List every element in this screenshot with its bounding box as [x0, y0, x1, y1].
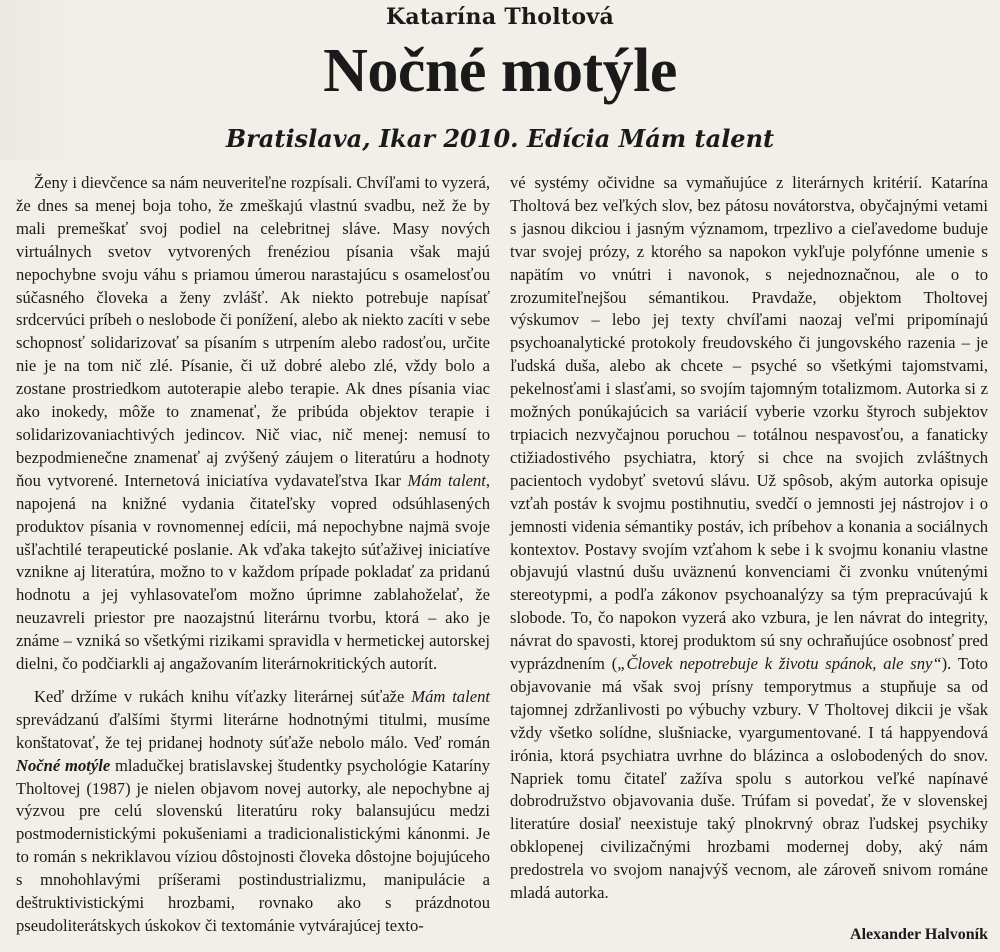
quotation: „Človek nepotrebuje k životu spánok, ale sny“: [617, 654, 942, 674]
review-signature: Alexander Halvoník: [850, 926, 988, 943]
book-title-inline: Nočné motýle: [16, 755, 111, 775]
paragraph-text: vé systémy očividne sa vymaňujúce z literárnych kritérií. Katarína Tholtová bez veľkých slov, bez pátosu novátorstva, obyčajnými vetami s jasnou dikciou i jasným významom, trpezlivo a cieľavedome buduje tvar svojej prózy, z ktorého sa napokon vykľuje polyfónne umenie s napätím vo vnútri i navonok, s nejednoznačnou, ale o to zrozumiteľnejšou sémantikou. Pravdaže, objektom Tholtovej výskumov – lebo jej texty chvíľami naozaj veľmi pripomínajú psychoanalytické protokoly freudovského či jungovského razenia – je ľudská duša, alebo ak chcete – psyché so všetkými tajomstvami, pekelnosťami i slasťami, so svojím tajomným totalizmom. Autorka si z možných ponúkajúcich sa variácií vyberie vzorku štyroch subjektov trpiacich nezvyčajnou poruchou – totálnou nespavosťou, a fanaticky ctižiadostivého psychiatra, ktorý si chce na svojich zvláštnych pacientoch vydobyť svetovú slávu. Už spôsob, akým autorka opisuje vzťah postáv k svojmu postihnutiu, svedčí o jemnosti jej nástrojov i o jemnosti videnia sémantiky postáv, ich príbehov a konania a sociálnych kontextov. Postavy svojím vzťahom k sebe i k svojmu konaniu vlastne objavujú vlastnú dušu uväznenú konvenciami či zvonku vnútenými stereotypmi, a podľa zákonov psychoanalýzy sa tým prepracúvajú k slobode. To, čo napokon vyzerá ako vzbura, je len návrat do integrity, návrat do spavosti, ktorej produktom sú sny ochraňujúce osobnosť pred vyprázdnením (: [510, 173, 988, 674]
book-title: Nočné motýle: [323, 37, 677, 105]
paragraph-text: sprevádzanú ďalšími štyrmi literárne hodnotnými titulmi, musíme konštatovať, že tej pridanej hodnoty súťaže nebolo málo. Veď román: [16, 709, 490, 752]
review-column-right: [510, 172, 988, 905]
paragraph-text: Ženy i dievčence sa nám neuveriteľne rozpísali. Chvíľami to vyzerá, že dnes sa menej boja toho, že zmeškajú vlastnú svadbu, než že by mali premeškať svoj podiel na celebritnej sláve. Masy nových virtuálnych svetov vytvorených frenéziou písania však majú nepochybne svoju váhu s priamou úmerou narastajúcu s osamelosťou súčasného človeka a ženy zvlášť. Ak niekto potrebuje napísať srdcervúci príbeh o neslobode či ponížení, alebo ak niekto zacíti v sebe schopnosť solidarizovať sa písaním s utrpením alebo radosťou, určite nie je na tom nič zlé. Písanie, či už dobré alebo zlé, vždy bolo a zostane prostriedkom autoterapie alebo terapie. Ak dnes písania viac ako inokedy, môže to znamenať, že pribúda objektov terapie i solidarizovaniachtivých jedincov. Nič viac, nič menej: nemusí to bezpodmienečne znamenať aj zvýšený záujem o literatúru a hodnoty ňou vytvorené. Internetová iniciatíva vydavateľstva Ikar: [16, 173, 490, 490]
paragraph-text: Keď držíme v rukách knihu víťazky literárnej súťaže: [34, 686, 412, 706]
publication-info: Bratislava, Ikar 2010. Edícia Mám talent: [225, 124, 775, 153]
review-column-left: [16, 172, 490, 938]
paragraph-text: ). Toto objavovanie má však svoj prísny temporytmus a stupňuje sa od tajomnej zdržanlivosti po výbuchy vzbury. V Tholtovej dikcii je však vždy všetko solídne, slušniacke, vyargumentované. I tá happyendová irónia, ktorá psychiatra uvrhne do blázinca a oslobodených do snov. Napriek tomu čitateľ zažíva spolu s autorkou veľké napínavé dobrodružstvo objavovania duše. Trúfam si povedať, že v slovenskej literatúre dosiaľ neexistuje taký plnokrvný obraz ľudskej psychiky obklopenej civilizačnými hrozbami modernej doby, aký nám predostrela vo svojom nanajvýš vecnom, ale zároveň snivom románe mladá autorka.: [510, 654, 988, 903]
book-author: Katarína Tholtová: [385, 4, 615, 30]
series-name: Mám talent: [407, 470, 486, 490]
paragraph-2: [16, 686, 490, 938]
series-name: Mám talent: [411, 686, 490, 706]
paragraph-text: mladučkej bratislavskej študentky psychológie Kataríny Tholtovej (1987) je nielen objavom novej autorky, ale nepochybne aj výzvou pre celú slovenskú literatúru roky balansujúcu medzi postmodernistickými pokušeniami a tradicionalistickými kánonmi. Je to román s nekriklavou víziou dôstojnosti človeka dôstojne bojujúceho s mnohohlavými príšerami postindustrializmu, manipulácie a deštruktivistickými hrozbami, rovnako ako s prázdnotou pseudoliterátskych úskokov či textománie vytvárajúcej texto-: [16, 755, 490, 935]
paragraph-text: , napojená na knižné vydania čitateľsky vopred odsúhlasených produktov písania v rovnomennej edícii, má nepochybne najmä svoje ušľachtilé terapeutické poslanie. Ak vďaka takejto súťaživej iniciatíve vznikne aj literatúra, možno to v každom prípade pokladať za pridanú hodnotu a jej vyhlasovateľom možno úprimne zablahoželať, že neuzavreli priestor pre naozajstnú literárnu tvorbu, ktorá – ako je známe – vzniká so všetkými rizikami spravidla v hermetickej autorskej dielni, čo podčiarkli aj angažovaním literárnokritických autorít.: [16, 470, 491, 674]
paragraph-1: [16, 172, 490, 676]
paragraph-2-continued: [510, 172, 988, 905]
